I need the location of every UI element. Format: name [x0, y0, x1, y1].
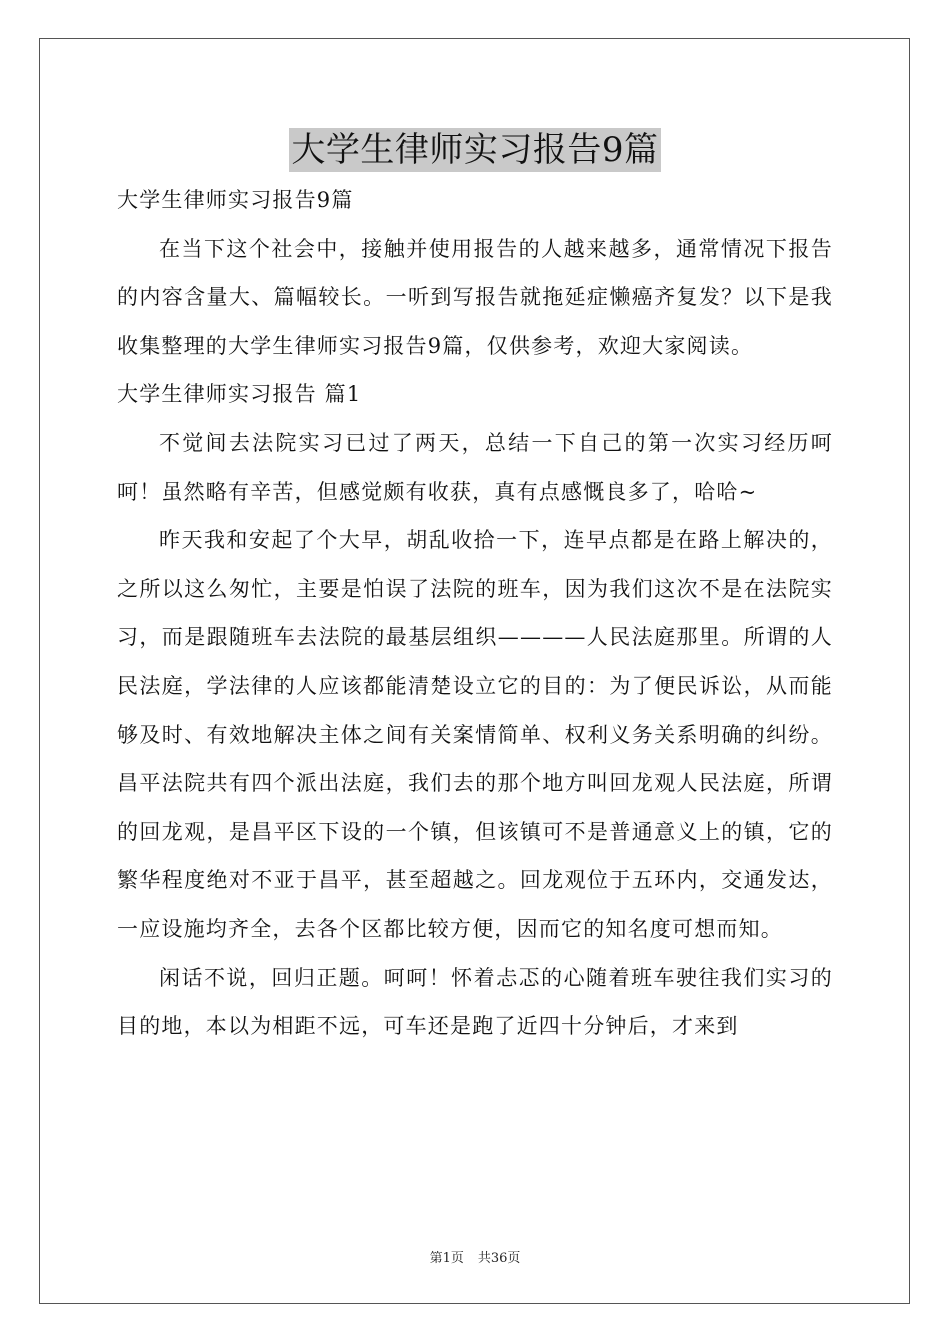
page-total: 共36页: [477, 1251, 521, 1266]
page-number: 第1页: [429, 1251, 464, 1266]
body-paragraph: 昨天我和安起了个大早，胡乱收拾一下，连早点都是在路上解决的，之所以这么匆忙，主要是怕误了法院的班车，因为我们这次不是在法院实习，而是跟随班车去法院的最基层组织————人民法庭那里。所谓的人民法庭，学法律的人应该都能清楚设立它的目的：为了便民诉讼，从而能够及时、有效地解决主体之间有关案情简单、权利义务关系明确的纠纷。昌平法院共有四个派出法庭，我们去的那个地方叫回龙观人民法庭，所谓的回龙观，是昌平区下设的一个镇，但该镇可不是普通意义上的镇，它的繁华程度绝对不亚于昌平，甚至超越之。回龙观位于五环内，交通发达，一应设施均齐全，去各个区都比较方便，因而它的知名度可想而知。: [117, 528, 833, 941]
page-footer: [0, 1247, 950, 1266]
subtitle-line: 大学生律师实习报告9篇: [117, 188, 354, 212]
intro-paragraph: 在当下这个社会中，接触并使用报告的人越来越多，通常情况下报告的内容含量大、篇幅较长。一听到写报告就拖延症懒癌齐复发？以下是我收集整理的大学生律师实习报告9篇，仅供参考，欢迎大家阅读。: [117, 236, 833, 358]
body-paragraph: 闲话不说，回归正题。呵呵！怀着忐忑的心随着班车驶往我们实习的目的地，本以为相距不远，可车还是跑了近四十分钟后，才来到: [117, 965, 833, 1039]
section-heading: 大学生律师实习报告 篇1: [117, 382, 362, 407]
document-title-text: 大学生律师实习报告9篇: [291, 130, 659, 170]
body-paragraph: 不觉间去法院实习已过了两天，总结一下自己的第一次实习经历呵呵！虽然略有辛苦，但感觉颇有收获，真有点感慨良多了，哈哈~: [117, 430, 833, 504]
document-body: [117, 176, 833, 1051]
document-title: [0, 126, 950, 174]
